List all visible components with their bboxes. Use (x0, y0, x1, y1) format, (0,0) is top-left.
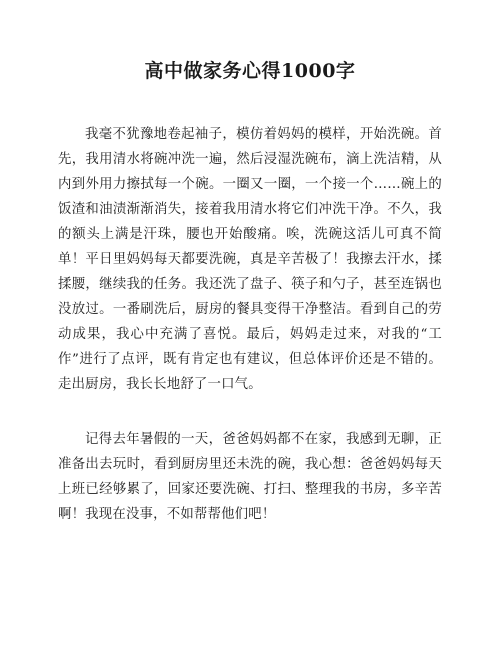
paragraph-2: 记得去年暑假的一天，爸爸妈妈都不在家，我感到无聊，正准备出去玩时，看到厨房里还未洗的碗，我心想：爸爸妈妈每天上班已经够累了，回家还要洗碗、打扫、整理我的书房，多辛苦啊！我现在没事，不如帮帮他们吧！ (58, 432, 442, 522)
document-title: 高中做家务心得1000字 (144, 60, 356, 82)
paragraph-1: 我毫不犹豫地卷起袖子，模仿着妈妈的模样，开始洗碗。首先，我用清水将碗冲洗一遍，然后浸湿洗碗布，滴上洗洁精，从内到外用力擦拭每一个碗。一圈又一圈，一个接一个……碗上的饭渣和油渍渐渐消失，接着我用清水将它们冲洗干净。不久，我的额头上满是汗珠，腰也开始酸痛。唉，洗碗这活儿可真不简单！平日里妈妈每天都要洗碗，真是辛苦极了！我擦去汗水，揉揉腰，继续我的任务。我还洗了盘子、筷子和勺子，甚至连锅也没放过。一番刷洗后，厨房的餐具变得干净整洁。看到自己的劳动成果，我心中充满了喜悦。最后，妈妈走过来，对我的“工作”进行了点评，既有肯定也有建议，但总体评价还是不错的。走出厨房，我长长地舒了一口气。 (58, 127, 442, 392)
